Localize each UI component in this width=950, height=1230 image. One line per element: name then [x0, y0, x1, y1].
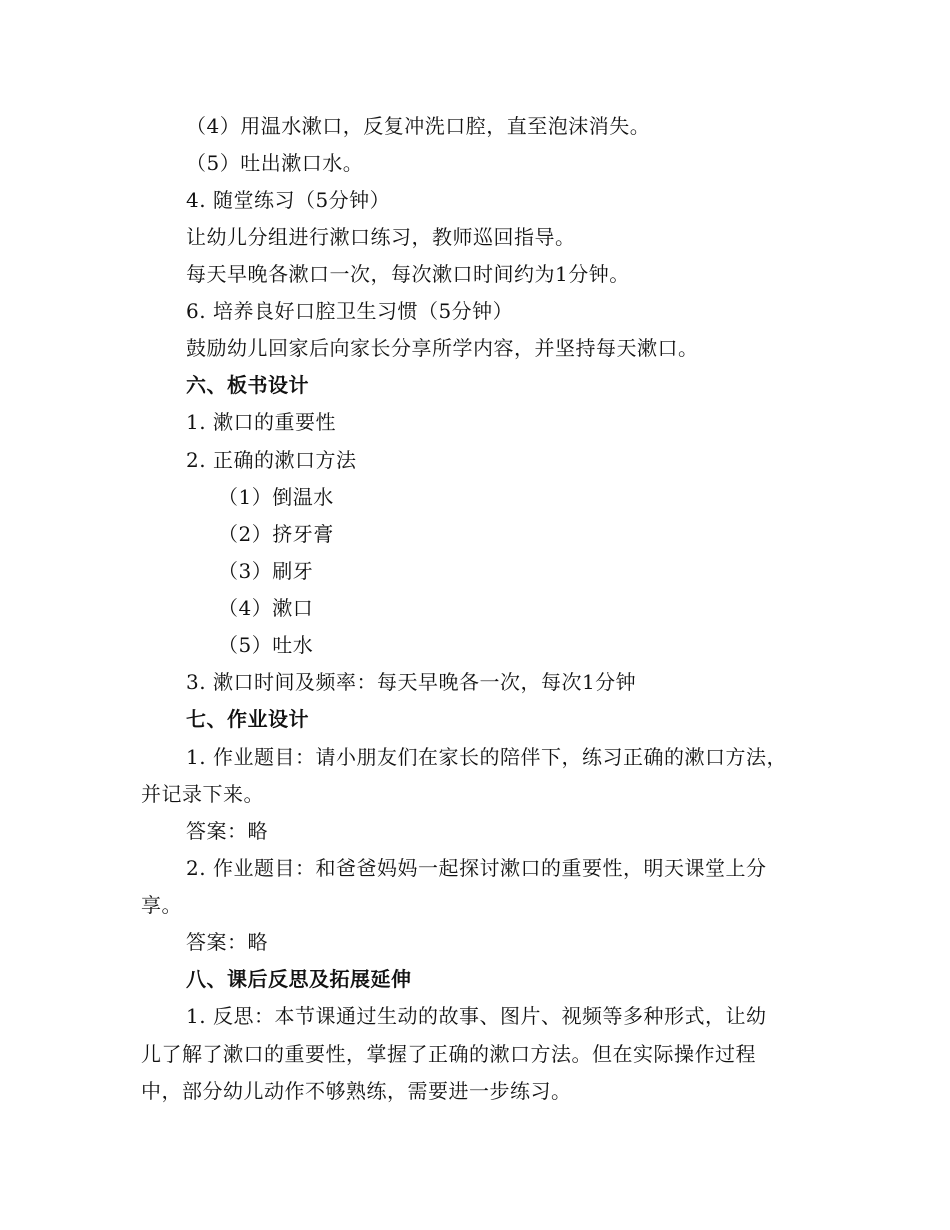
- heading-board-design: 六、板书设计: [186, 373, 309, 397]
- heading-reflection: 八、课后反思及拓展延伸: [186, 967, 412, 991]
- practice-text: 让幼儿分组进行漱口练习，教师巡回指导。: [186, 225, 576, 249]
- habit-text: 鼓励幼儿回家后向家长分享所学内容，并坚持每天漱口。: [186, 336, 699, 360]
- homework-2-line1: 2. 作业题目：和爸爸妈妈一起探讨漱口的重要性，明天课堂上分: [186, 856, 767, 880]
- board-subitem-1: （1）倒温水: [218, 485, 334, 509]
- board-item-3: 3. 漱口时间及频率：每天早晚各一次，每次1分钟: [186, 670, 637, 694]
- board-subitem-3: （3）刷牙: [218, 559, 314, 583]
- homework-1-answer: 答案：略: [186, 819, 268, 843]
- homework-1-line1: 1. 作业题目：请小朋友们在家长的陪伴下，练习正确的漱口方法，: [186, 745, 787, 769]
- board-subitem-5: （5）吐水: [218, 633, 314, 657]
- homework-1-line2: 并记录下来。: [141, 782, 264, 806]
- board-item-2: 2. 正确的漱口方法: [186, 448, 357, 472]
- step-5-spit: （5）吐出漱口水。: [186, 151, 364, 175]
- board-item-1: 1. 漱口的重要性: [186, 410, 336, 434]
- step-4-rinse: （4）用温水漱口，反复冲洗口腔，直至泡沫消失。: [186, 114, 651, 138]
- heading-homework: 七、作业设计: [186, 707, 309, 731]
- section-habit-heading: 6. 培养良好口腔卫生习惯（5分钟）: [186, 299, 514, 323]
- reflection-line3: 中，部分幼儿动作不够熟练，需要进一步练习。: [141, 1079, 572, 1103]
- board-subitem-2: （2）挤牙膏: [218, 522, 334, 546]
- section-practice-heading: 4. 随堂练习（5分钟）: [186, 188, 391, 212]
- board-subitem-4: （4）漱口: [218, 596, 314, 620]
- homework-2-answer: 答案：略: [186, 930, 268, 954]
- reflection-line1: 1. 反思：本节课通过生动的故事、图片、视频等多种形式，让幼: [186, 1004, 767, 1028]
- frequency-text: 每天早晚各漱口一次，每次漱口时间约为1分钟。: [186, 262, 630, 286]
- reflection-line2: 儿了解了漱口的重要性，掌握了正确的漱口方法。但在实际操作过程: [141, 1042, 756, 1066]
- homework-2-line2: 享。: [141, 893, 182, 917]
